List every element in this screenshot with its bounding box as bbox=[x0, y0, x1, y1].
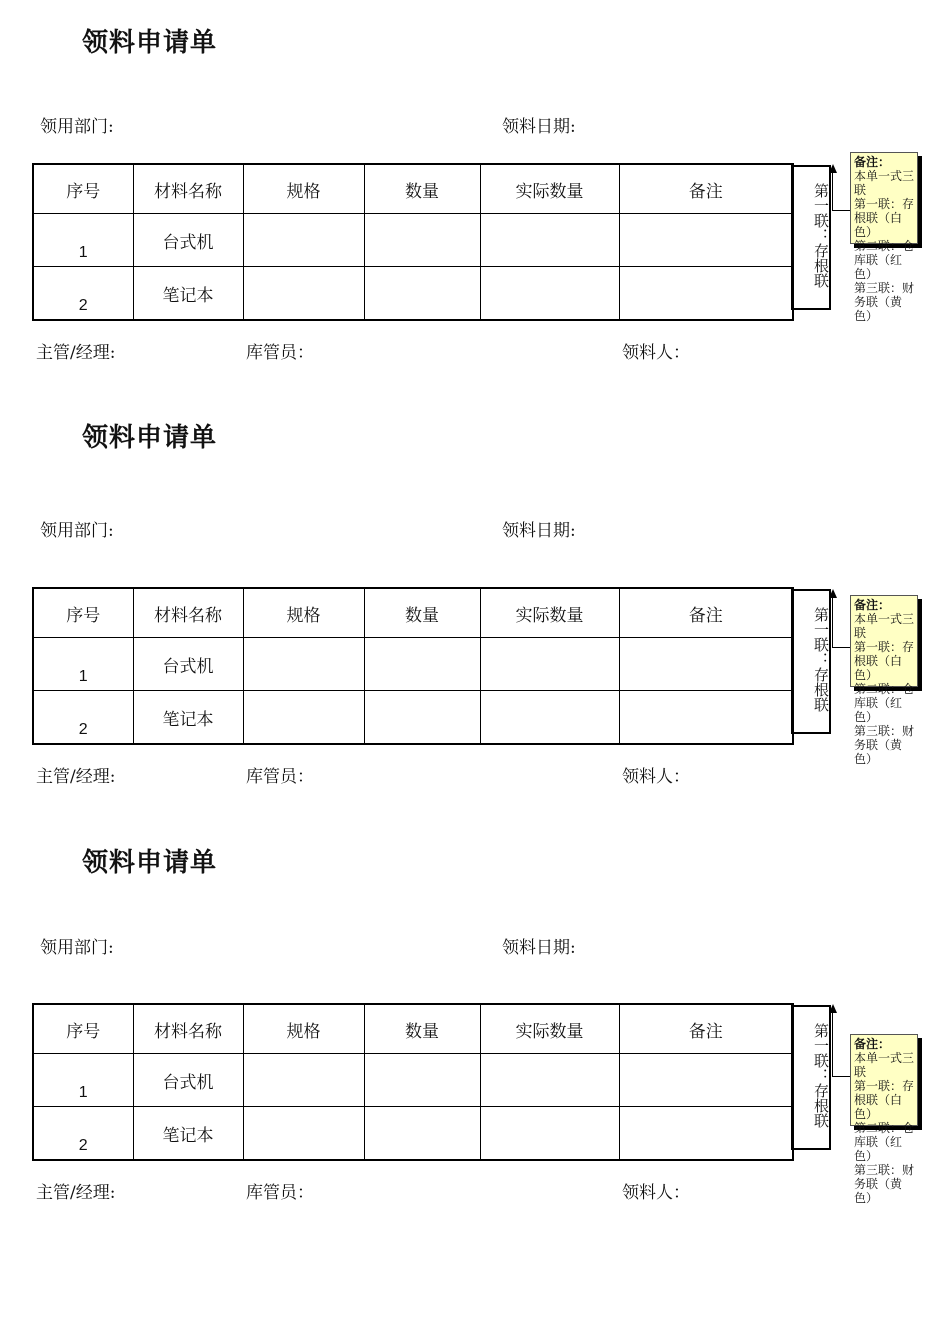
row-remark-cell[interactable] bbox=[619, 1107, 793, 1161]
row-remark-cell[interactable] bbox=[619, 691, 793, 745]
requisition-form-1 bbox=[0, 0, 950, 400]
comment-note bbox=[850, 152, 918, 323]
comment-note bbox=[850, 595, 918, 766]
header-qty: 数量 bbox=[364, 588, 480, 638]
table-row bbox=[33, 1107, 793, 1161]
row-actual-qty-cell[interactable] bbox=[480, 214, 619, 267]
comment-note bbox=[850, 1034, 918, 1205]
table-row bbox=[33, 1054, 793, 1107]
items-table bbox=[32, 587, 794, 745]
header-material: 材料名称 bbox=[133, 1004, 243, 1054]
row-material: 台式机 bbox=[133, 1054, 243, 1107]
row-material: 台式机 bbox=[133, 214, 243, 267]
note-line-2: 第一联：存根联（白色） bbox=[854, 640, 915, 682]
receiver-label: 领料人： bbox=[622, 767, 690, 787]
row-qty-cell[interactable] bbox=[364, 638, 480, 691]
table-row bbox=[33, 267, 793, 321]
note-title: 备注： bbox=[854, 1037, 891, 1051]
row-actual-qty-cell[interactable] bbox=[480, 1054, 619, 1107]
row-seq: 2 bbox=[33, 1107, 133, 1161]
note-line-1: 本单一式三联 bbox=[854, 612, 915, 640]
row-spec-cell[interactable] bbox=[243, 1107, 364, 1161]
header-row bbox=[33, 588, 793, 638]
manager-label: 主管/经理: bbox=[36, 343, 116, 363]
header-spec: 规格 bbox=[243, 1004, 364, 1054]
header-material: 材料名称 bbox=[133, 164, 243, 214]
row-qty-cell[interactable] bbox=[364, 1054, 480, 1107]
row-actual-qty-cell[interactable] bbox=[480, 691, 619, 745]
header-spec: 规格 bbox=[243, 164, 364, 214]
items-table bbox=[32, 163, 794, 321]
arrow-icon bbox=[829, 164, 837, 173]
copy-stub-box bbox=[791, 165, 831, 310]
header-row bbox=[33, 1004, 793, 1054]
keeper-label: 库管员： bbox=[246, 343, 314, 363]
copy-label: 第一联：存根联 bbox=[812, 183, 830, 288]
row-spec-cell[interactable] bbox=[243, 691, 364, 745]
row-remark-cell[interactable] bbox=[619, 267, 793, 321]
row-qty-cell[interactable] bbox=[364, 267, 480, 321]
row-spec-cell[interactable] bbox=[243, 638, 364, 691]
note-line-3: 第二联：仓库联（红色） bbox=[854, 682, 915, 724]
arrow-icon bbox=[829, 589, 837, 598]
header-actual-qty: 实际数量 bbox=[480, 588, 619, 638]
header-material: 材料名称 bbox=[133, 588, 243, 638]
note-title: 备注： bbox=[854, 598, 891, 612]
row-material: 笔记本 bbox=[133, 267, 243, 321]
note-line-4: 第三联：财务联（黄色） bbox=[854, 281, 915, 323]
row-remark-cell[interactable] bbox=[619, 1054, 793, 1107]
date-label: 领料日期: bbox=[502, 117, 576, 137]
row-seq: 1 bbox=[33, 638, 133, 691]
note-line-2: 第一联：存根联（白色） bbox=[854, 197, 915, 239]
manager-label: 主管/经理: bbox=[36, 1183, 116, 1203]
row-seq: 1 bbox=[33, 214, 133, 267]
header-spec: 规格 bbox=[243, 588, 364, 638]
note-line-4: 第三联：财务联（黄色） bbox=[854, 1163, 915, 1205]
manager-label: 主管/经理: bbox=[36, 767, 116, 787]
note-line-1: 本单一式三联 bbox=[854, 169, 915, 197]
row-qty-cell[interactable] bbox=[364, 1107, 480, 1161]
header-row bbox=[33, 164, 793, 214]
header-actual-qty: 实际数量 bbox=[480, 1004, 619, 1054]
table-row bbox=[33, 691, 793, 745]
note-title: 备注： bbox=[854, 155, 891, 169]
dept-label: 领用部门: bbox=[40, 521, 114, 541]
row-qty-cell[interactable] bbox=[364, 214, 480, 267]
comment-callout bbox=[832, 150, 932, 323]
row-actual-qty-cell[interactable] bbox=[480, 1107, 619, 1161]
header-seq: 序号 bbox=[33, 588, 133, 638]
form-title: 领料申请单 bbox=[82, 423, 218, 453]
table-row bbox=[33, 214, 793, 267]
row-material: 笔记本 bbox=[133, 691, 243, 745]
copy-label: 第一联：存根联 bbox=[812, 607, 830, 712]
comment-callout bbox=[832, 1032, 932, 1205]
header-remark: 备注 bbox=[619, 164, 793, 214]
header-actual-qty: 实际数量 bbox=[480, 164, 619, 214]
header-seq: 序号 bbox=[33, 164, 133, 214]
row-spec-cell[interactable] bbox=[243, 267, 364, 321]
receiver-label: 领料人： bbox=[622, 343, 690, 363]
requisition-form-3 bbox=[0, 820, 950, 1220]
row-material: 笔记本 bbox=[133, 1107, 243, 1161]
dept-label: 领用部门: bbox=[40, 117, 114, 137]
row-actual-qty-cell[interactable] bbox=[480, 267, 619, 321]
row-actual-qty-cell[interactable] bbox=[480, 638, 619, 691]
header-qty: 数量 bbox=[364, 164, 480, 214]
requisition-form-2 bbox=[0, 395, 950, 795]
note-line-3: 第二联：仓库联（红色） bbox=[854, 239, 915, 281]
row-remark-cell[interactable] bbox=[619, 214, 793, 267]
date-label: 领料日期: bbox=[502, 521, 576, 541]
keeper-label: 库管员： bbox=[246, 767, 314, 787]
form-title: 领料申请单 bbox=[82, 848, 218, 878]
row-qty-cell[interactable] bbox=[364, 691, 480, 745]
items-table bbox=[32, 1003, 794, 1161]
note-line-1: 本单一式三联 bbox=[854, 1051, 915, 1079]
row-seq: 1 bbox=[33, 1054, 133, 1107]
row-seq: 2 bbox=[33, 267, 133, 321]
row-seq: 2 bbox=[33, 691, 133, 745]
header-remark: 备注 bbox=[619, 588, 793, 638]
arrow-icon bbox=[829, 1004, 837, 1013]
table-row bbox=[33, 638, 793, 691]
row-spec-cell[interactable] bbox=[243, 214, 364, 267]
note-line-2: 第一联：存根联（白色） bbox=[854, 1079, 915, 1121]
note-line-4: 第三联：财务联（黄色） bbox=[854, 724, 915, 766]
date-label: 领料日期: bbox=[502, 938, 576, 958]
dept-label: 领用部门: bbox=[40, 938, 114, 958]
copy-stub-box bbox=[791, 1005, 831, 1150]
header-remark: 备注 bbox=[619, 1004, 793, 1054]
row-material: 台式机 bbox=[133, 638, 243, 691]
form-title: 领料申请单 bbox=[82, 28, 218, 58]
header-seq: 序号 bbox=[33, 1004, 133, 1054]
receiver-label: 领料人： bbox=[622, 1183, 690, 1203]
header-qty: 数量 bbox=[364, 1004, 480, 1054]
note-line-3: 第二联：仓库联（红色） bbox=[854, 1121, 915, 1163]
copy-label: 第一联：存根联 bbox=[812, 1023, 830, 1128]
copy-stub-box bbox=[791, 589, 831, 734]
row-spec-cell[interactable] bbox=[243, 1054, 364, 1107]
row-remark-cell[interactable] bbox=[619, 638, 793, 691]
keeper-label: 库管员： bbox=[246, 1183, 314, 1203]
comment-callout bbox=[832, 593, 932, 766]
